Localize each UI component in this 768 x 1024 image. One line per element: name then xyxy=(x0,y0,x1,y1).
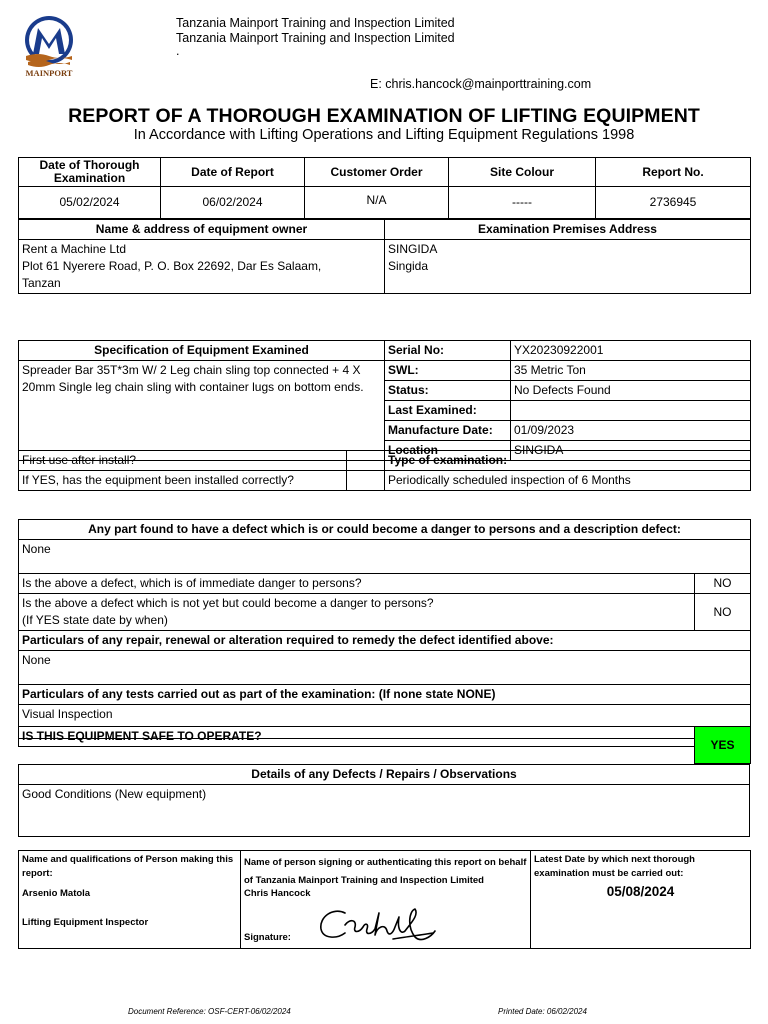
owner-label: Name & address of equipment owner xyxy=(19,220,385,240)
inspector-title: Lifting Equipment Inspector xyxy=(22,917,149,928)
details-label: Details of any Defects / Repairs / Observations xyxy=(19,765,750,785)
installed-answer xyxy=(347,471,385,491)
spec-table xyxy=(18,340,751,461)
report-subtitle: In Accordance with Lifting Operations and Lifting Equipment Regulations 1998 xyxy=(133,127,635,143)
signature-image xyxy=(315,903,439,947)
future-danger-question xyxy=(19,594,695,631)
customer-order-value: N/A xyxy=(305,187,449,219)
header-site-colour: Site Colour xyxy=(449,158,596,187)
next-exam-label: Latest Date by which next thorough examination must be carried out: xyxy=(534,854,695,879)
document-reference: Document Reference: OSF-CERT-06/02/2024 xyxy=(128,1007,291,1016)
signer-name: Chris Hancock xyxy=(244,888,311,899)
owner-line: Tanzan xyxy=(22,276,61,290)
tests-label: Particulars of any tests carried out as part of the examination: (If none state NONE) xyxy=(19,685,751,705)
spec-field-label: Last Examined: xyxy=(385,401,511,421)
first-use-question: First use after install? xyxy=(19,451,347,471)
spec-label: Specification of Equipment Examined xyxy=(19,341,385,361)
serial-no-value: YX20230922001 xyxy=(511,341,751,361)
report-date-value: 06/02/2024 xyxy=(161,187,305,219)
company-name-2: Tanzania Mainport Training and Inspection Limited xyxy=(176,31,455,45)
exam-type-value: Periodically scheduled inspection of 6 Months xyxy=(385,471,751,491)
mainport-logo xyxy=(20,14,78,80)
future-danger-line: Is the above a defect which is not yet but could become a danger to persons? xyxy=(22,596,434,610)
details-table xyxy=(18,764,750,837)
tests-value: Visual Inspection xyxy=(19,705,751,739)
report-no-value: 2736945 xyxy=(596,187,751,219)
premises-address xyxy=(385,240,751,294)
contact-email: E: chris.hancock@mainporttraining.com xyxy=(370,77,592,91)
owner-line: Rent a Machine Ltd xyxy=(22,242,127,256)
defect-label: Any part found to have a defect which is or could become a danger to persons and a description defect: xyxy=(19,520,751,540)
signature-label: Signature: xyxy=(244,932,291,943)
exam-date-value: 05/02/2024 xyxy=(19,187,161,219)
inspector-name: Arsenio Matola xyxy=(22,888,91,899)
repair-value: None xyxy=(19,651,751,685)
install-table xyxy=(18,450,751,491)
logo-text: MAINPORT xyxy=(25,68,73,78)
premises-line: Singida xyxy=(388,259,429,273)
header-report-date: Date of Report xyxy=(161,158,305,187)
site-colour-value: ----- xyxy=(449,187,596,219)
signer-label: Name of person signing or authenticating this report on behalf of Tanzania Mainport Training and Inspection Limited xyxy=(244,857,527,886)
company-name-3: . xyxy=(176,44,180,58)
first-use-answer xyxy=(347,451,385,471)
future-danger-answer: NO xyxy=(695,594,751,631)
safe-answer: YES xyxy=(695,727,751,764)
defect-value: None xyxy=(19,540,751,574)
owner-address xyxy=(19,240,385,294)
printed-date: Printed Date: 06/02/2024 xyxy=(498,1007,587,1016)
inspector-label: Name and qualifications of Person making this report: xyxy=(22,854,234,879)
summary-table xyxy=(18,157,751,219)
manufacture-date-value: 01/09/2023 xyxy=(511,421,751,441)
last-examined-value xyxy=(511,401,751,421)
signer-cell xyxy=(241,851,531,949)
exam-type-label: Type of examination: xyxy=(385,451,751,471)
report-title: REPORT OF A THOROUGH EXAMINATION OF LIFTING EQUIPMENT xyxy=(68,105,700,127)
owner-line: Plot 61 Nyerere Road, P. O. Box 22692, Dar Es Salaam, xyxy=(22,259,322,273)
signoff-table xyxy=(18,850,751,949)
next-exam-cell xyxy=(531,851,751,949)
premises-label: Examination Premises Address xyxy=(385,220,751,240)
safe-table xyxy=(18,726,751,764)
header-exam-date: Date of Thorough Examination xyxy=(19,158,161,187)
spec-field-label: Location xyxy=(385,441,511,461)
spec-description: Spreader Bar 35T*3m W/ 2 Leg chain sling top connected + 4 X 20mm Single leg chain sling with container lugs on bottom ends. xyxy=(19,361,385,461)
future-danger-line: (If YES state date by when) xyxy=(22,613,168,627)
premises-line: SINGIDA xyxy=(388,242,438,256)
header-report-no: Report No. xyxy=(596,158,751,187)
status-value: No Defects Found xyxy=(511,381,751,401)
spec-field-label: SWL: xyxy=(385,361,511,381)
safe-question: IS THIS EQUIPMENT SAFE TO OPERATE? xyxy=(19,727,695,747)
spec-field-label: Serial No: xyxy=(385,341,511,361)
inspector-cell xyxy=(19,851,241,949)
location-value: SINGIDA xyxy=(511,441,751,461)
swl-value: 35 Metric Ton xyxy=(511,361,751,381)
company-name-1: Tanzania Mainport Training and Inspection Limited xyxy=(176,16,455,30)
owner-table xyxy=(18,219,751,294)
repair-label: Particulars of any repair, renewal or alteration required to remedy the defect identified above: xyxy=(19,631,751,651)
details-value: Good Conditions (New equipment) xyxy=(19,785,750,837)
defects-table xyxy=(18,519,751,739)
spec-field-label: Manufacture Date: xyxy=(385,421,511,441)
safe-spacer xyxy=(19,747,695,764)
header-customer-order: Customer Order xyxy=(305,158,449,187)
immediate-danger-question: Is the above a defect, which is of immediate danger to persons? xyxy=(19,574,695,594)
immediate-danger-answer: NO xyxy=(695,574,751,594)
spec-field-label: Status: xyxy=(385,381,511,401)
next-exam-date: 05/08/2024 xyxy=(606,884,675,899)
installed-question: If YES, has the equipment been installed correctly? xyxy=(19,471,347,491)
